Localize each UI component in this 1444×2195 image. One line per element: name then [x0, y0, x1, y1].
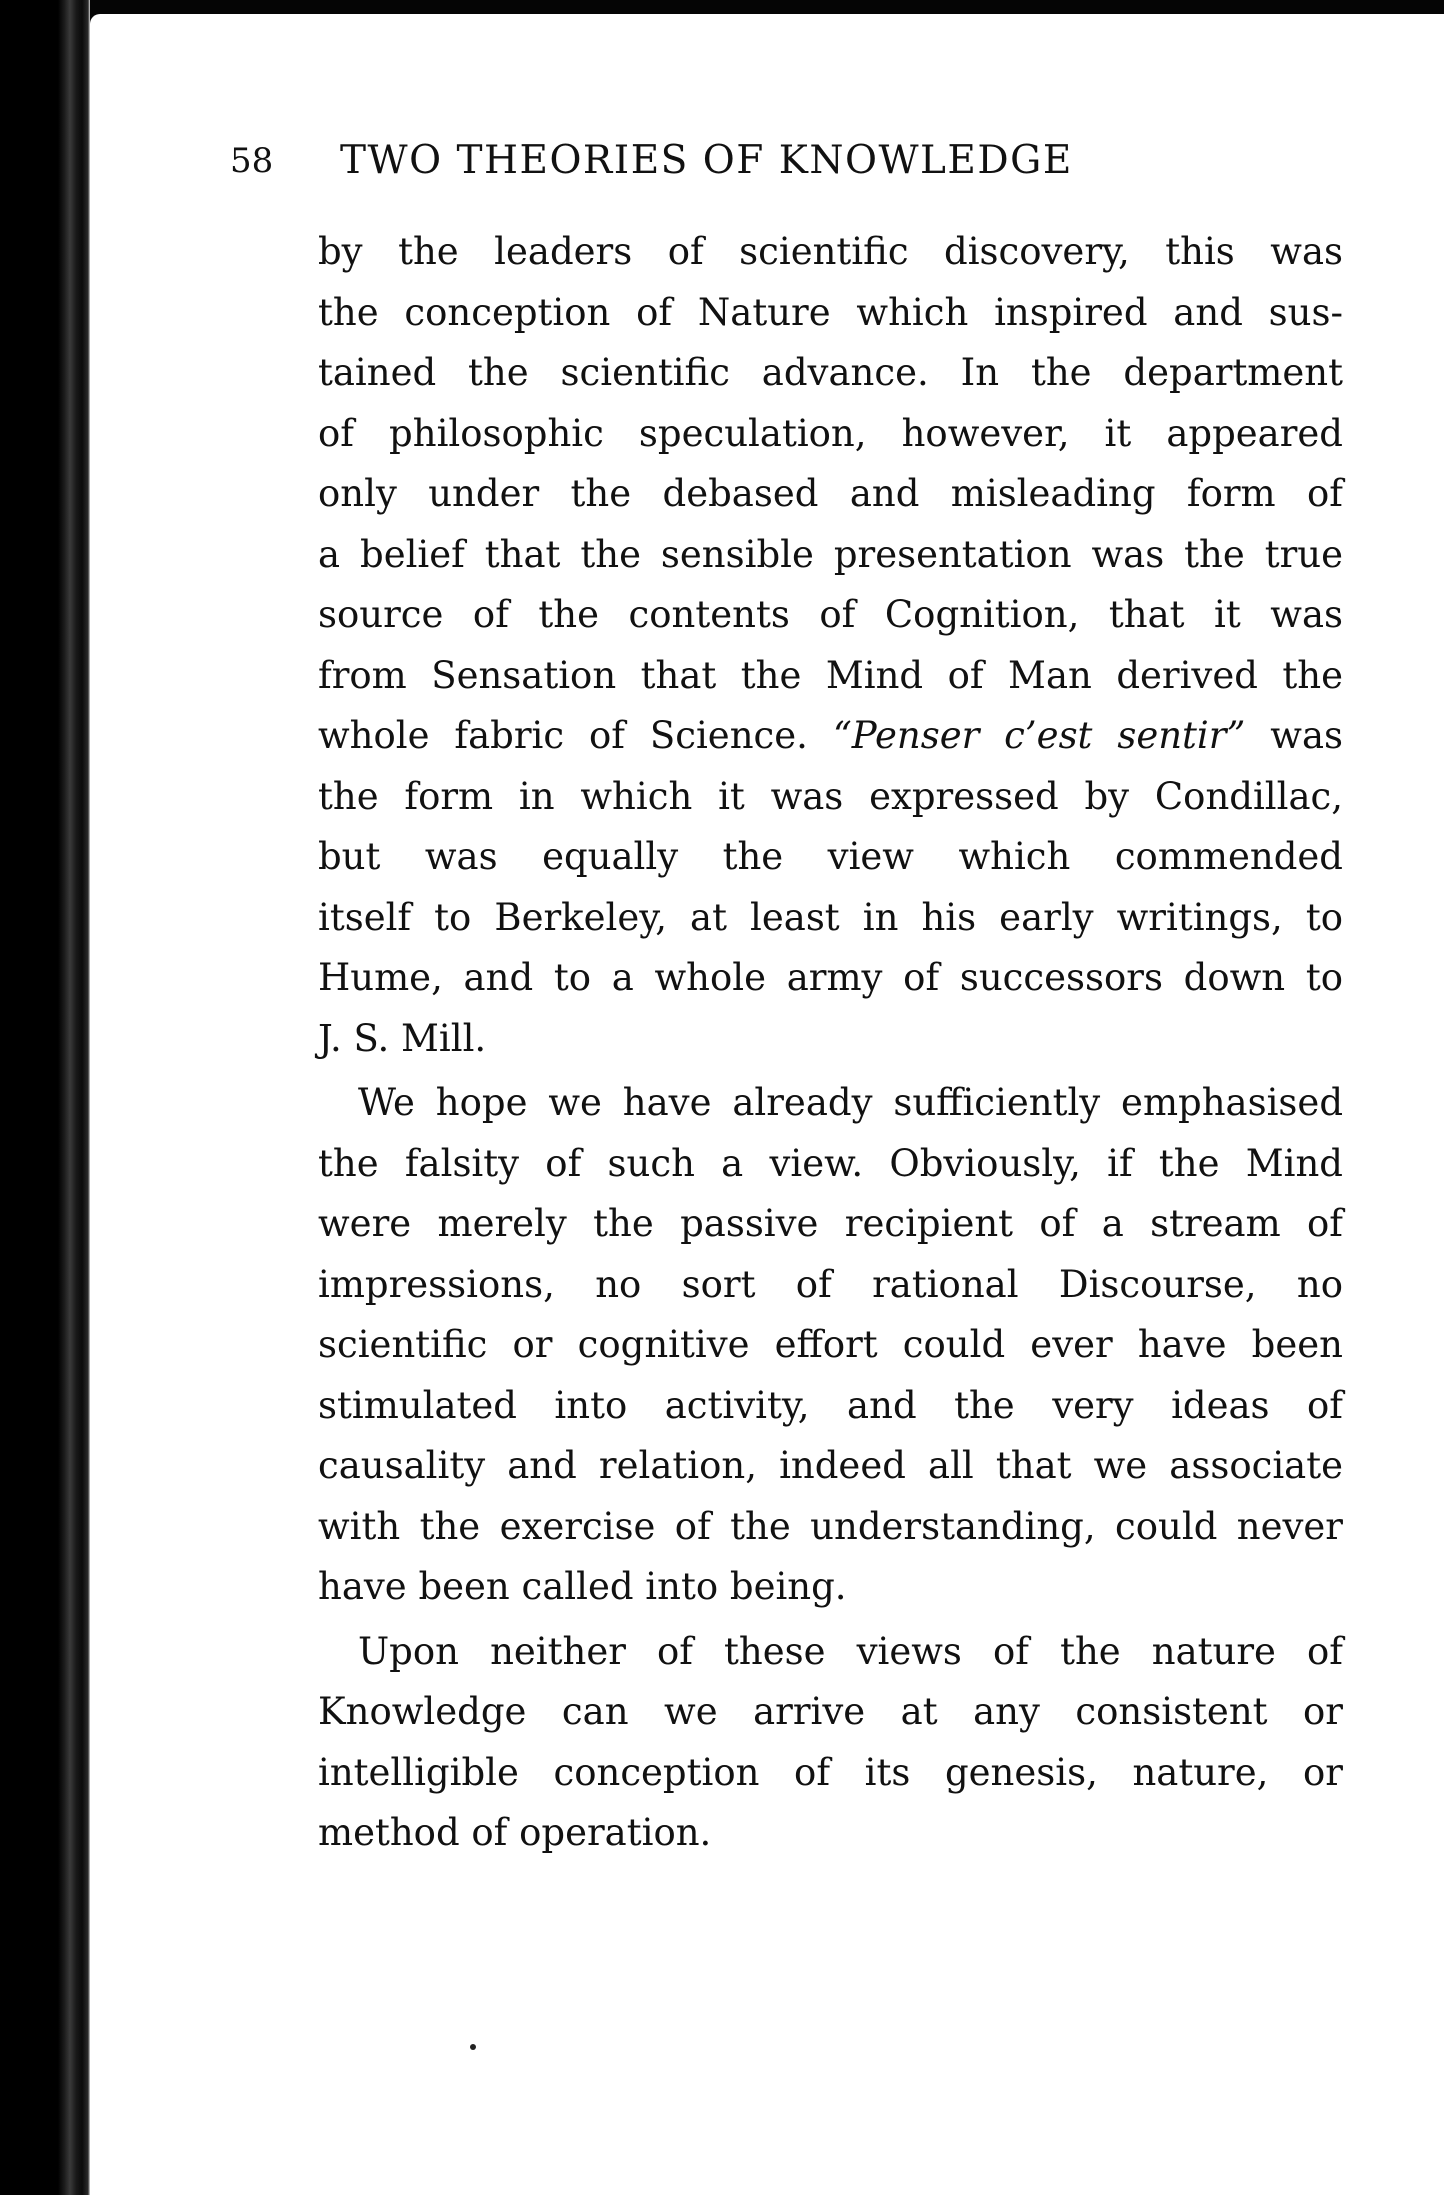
text-line: stimulated into activity, and the very ideas of — [318, 1383, 1343, 1427]
french-quotation: “Penser c’est sentir” — [832, 714, 1246, 757]
text-line: the form in which it was expressed by Condillac, — [318, 774, 1343, 818]
text-line: We hope we have already sufficiently emphasised — [358, 1081, 1343, 1124]
page-header — [230, 136, 1240, 186]
text-line: intelligible conception of its genesis, nature, or — [318, 1750, 1343, 1794]
paragraph-3 — [318, 1622, 1343, 1864]
text-line: Hume, and to a whole army of successors down to — [318, 956, 1343, 999]
text-line: from Sensation that the Mind of Man derived the — [318, 653, 1343, 697]
text-line: Knowledge can we arrive at any consistent or — [318, 1690, 1343, 1733]
line-text-before-quote: whole fabric of Science. — [318, 714, 808, 757]
text-line: the conception of Nature which inspired and sus- — [318, 290, 1343, 334]
text-line: itself to Berkeley, at least in his early writings, to — [318, 895, 1343, 939]
paragraph-2 — [318, 1073, 1343, 1618]
text-line: by the leaders of scientific discovery, this was — [318, 230, 1343, 273]
text-line: method of operation. — [318, 1811, 712, 1854]
line-text-after-quote: was — [1270, 714, 1343, 757]
text-line: tained the scientific advance. In the department — [318, 351, 1343, 394]
body-text — [318, 222, 1343, 1864]
text-line-with-quote — [318, 706, 1343, 767]
text-line: source of the contents of Cognition, that it was — [318, 593, 1343, 636]
page-number: 58 — [230, 141, 274, 181]
text-line: were merely the passive recipient of a stream of — [318, 1202, 1343, 1245]
paragraph-1 — [318, 222, 1343, 1069]
text-line: have been called into being. — [318, 1565, 847, 1608]
running-title: TWO THEORIES OF KNOWLEDGE — [340, 138, 1073, 183]
text-line: causality and relation, indeed all that we associate — [318, 1444, 1343, 1487]
book-binding-edge — [0, 0, 90, 2195]
text-line: scientific or cognitive effort could ever have been — [318, 1323, 1343, 1366]
text-line: only under the debased and misleading form of — [318, 472, 1343, 515]
text-line: Upon neither of these views of the nature of — [358, 1629, 1343, 1673]
text-line: J. S. Mill. — [318, 1016, 487, 1060]
ink-speck — [470, 2044, 476, 2050]
text-line: impressions, no sort of rational Discourse, no — [318, 1262, 1343, 1306]
text-line: of philosophic speculation, however, it appeared — [318, 411, 1343, 455]
text-line: but was equally the view which commended — [318, 835, 1343, 878]
text-line: with the exercise of the understanding, could never — [318, 1504, 1343, 1548]
text-line: the falsity of such a view. Obviously, if the Mind — [318, 1141, 1343, 1185]
text-line: a belief that the sensible presentation was the true — [318, 532, 1343, 576]
